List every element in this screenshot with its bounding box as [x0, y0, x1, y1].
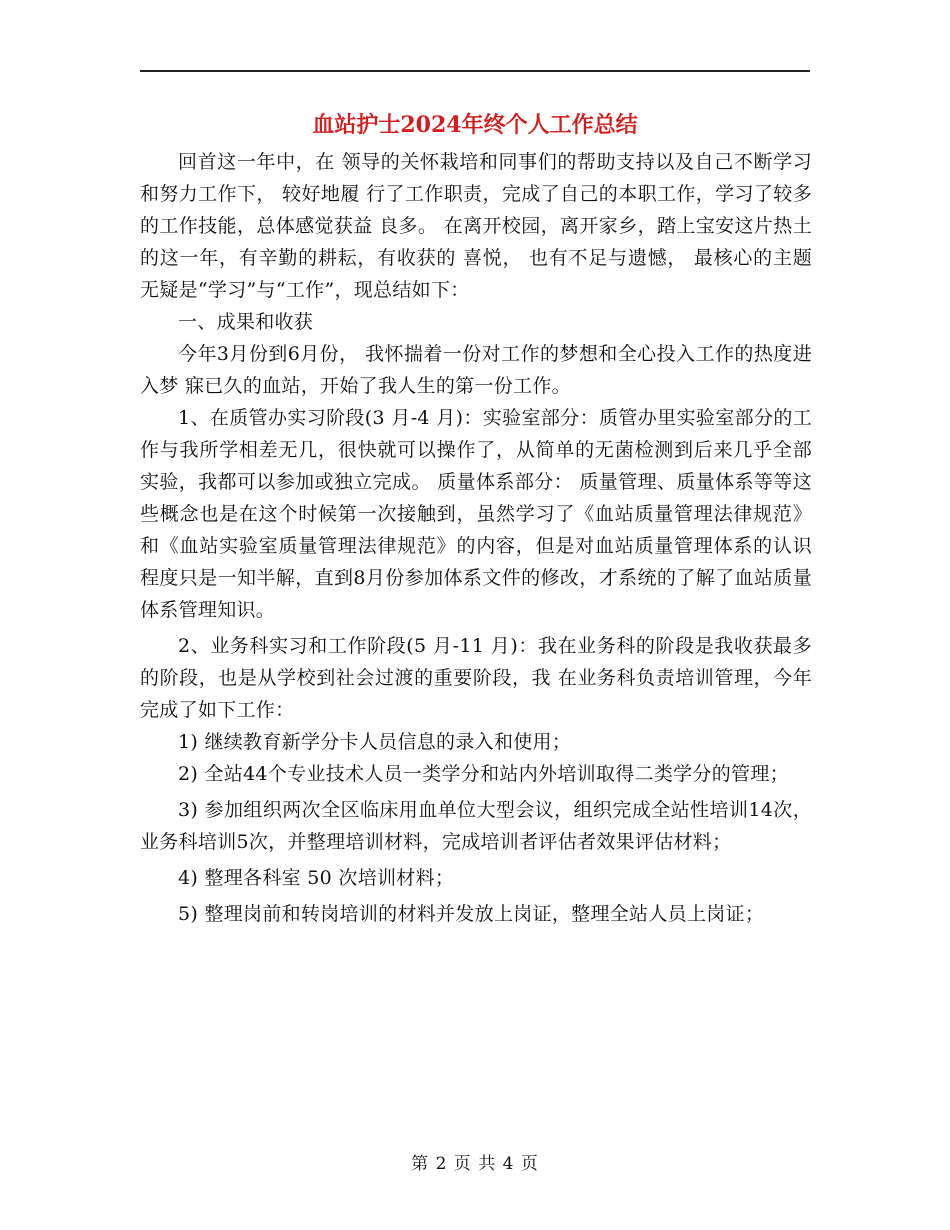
paragraph-start-work: 今年3月份到6月份， 我怀揣着一份对工作的梦想和全心投入工作的热度进入梦 寐已久的血站，开始了我人生的第一份工作。: [140, 343, 812, 397]
list-item-5: 5) 整理岗前和转岗培训的材料并发放上岗证，整理全站人员上岗证；: [178, 903, 765, 925]
paragraph-business-dept: 2、业务科实习和工作阶段(5 月-11 月)：我在业务科的阶段是我收获最多的阶段，也是从学校到社会过渡的重要阶段，我 在业务科负责培训管理，今年完成了如下工作：: [140, 635, 812, 721]
paragraph-quality-office: 1、在质管办实习阶段(3 月-4 月)：实验室部分：质管办里实验室部分的工作与我所学相差无几，很快就可以操作了，从简单的无菌检测到后来几乎全部实验，我都可以参加或独立完成。 质量体系部分： 质量管理、质量体系等等这些概念也是在这个时候第一次接触到，虽然学习了《血站质量管理法律规范》和《血站实验室质量管理法律规范》的内容，但是对血站质量管理体系的认识程度只是一知半解，直到8月份参加体系文件的修改，才系统的了解了血站质量体系管理知识。: [140, 407, 812, 621]
document-title: 血站护士2024年终个人工作总结: [312, 112, 638, 138]
paragraph-intro: 回首这一年中，在 领导的关怀栽培和同事们的帮助支持以及自己不断学习和努力工作下， 较好地履 行了工作职责，完成了自己的本职工作，学习了较多的工作技能，总体感觉获益 良多。 在离开校园，离开家乡，踏上宝安这片热土的这一年，有辛勤的耕耘，有收获的 喜悦， 也有不足与遗憾， 最核心的主题无疑是“学习”与“工作”，现总结如下：: [140, 151, 812, 301]
list-item-4: 4) 整理各科室 50 次培训材料；: [178, 867, 455, 889]
list-item-3: 3) 参加组织两次全区临床用血单位大型会议，组织完成全站性培训14次，业务科培训5次，并整理培训材料，完成培训者评估者效果评估材料；: [140, 799, 812, 853]
page-footer: 第 2 页 共 4 页: [411, 1154, 539, 1174]
header-rule: [140, 70, 810, 72]
document-body: [140, 146, 812, 930]
list-item-1: 1) 继续教育新学分卡人员信息的录入和使用；: [178, 731, 572, 753]
list-item-2: 2) 全站44个专业技术人员一类学分和站内外培训取得二类学分的管理；: [178, 763, 789, 785]
section-heading-results: 一、成果和收获: [178, 311, 314, 333]
